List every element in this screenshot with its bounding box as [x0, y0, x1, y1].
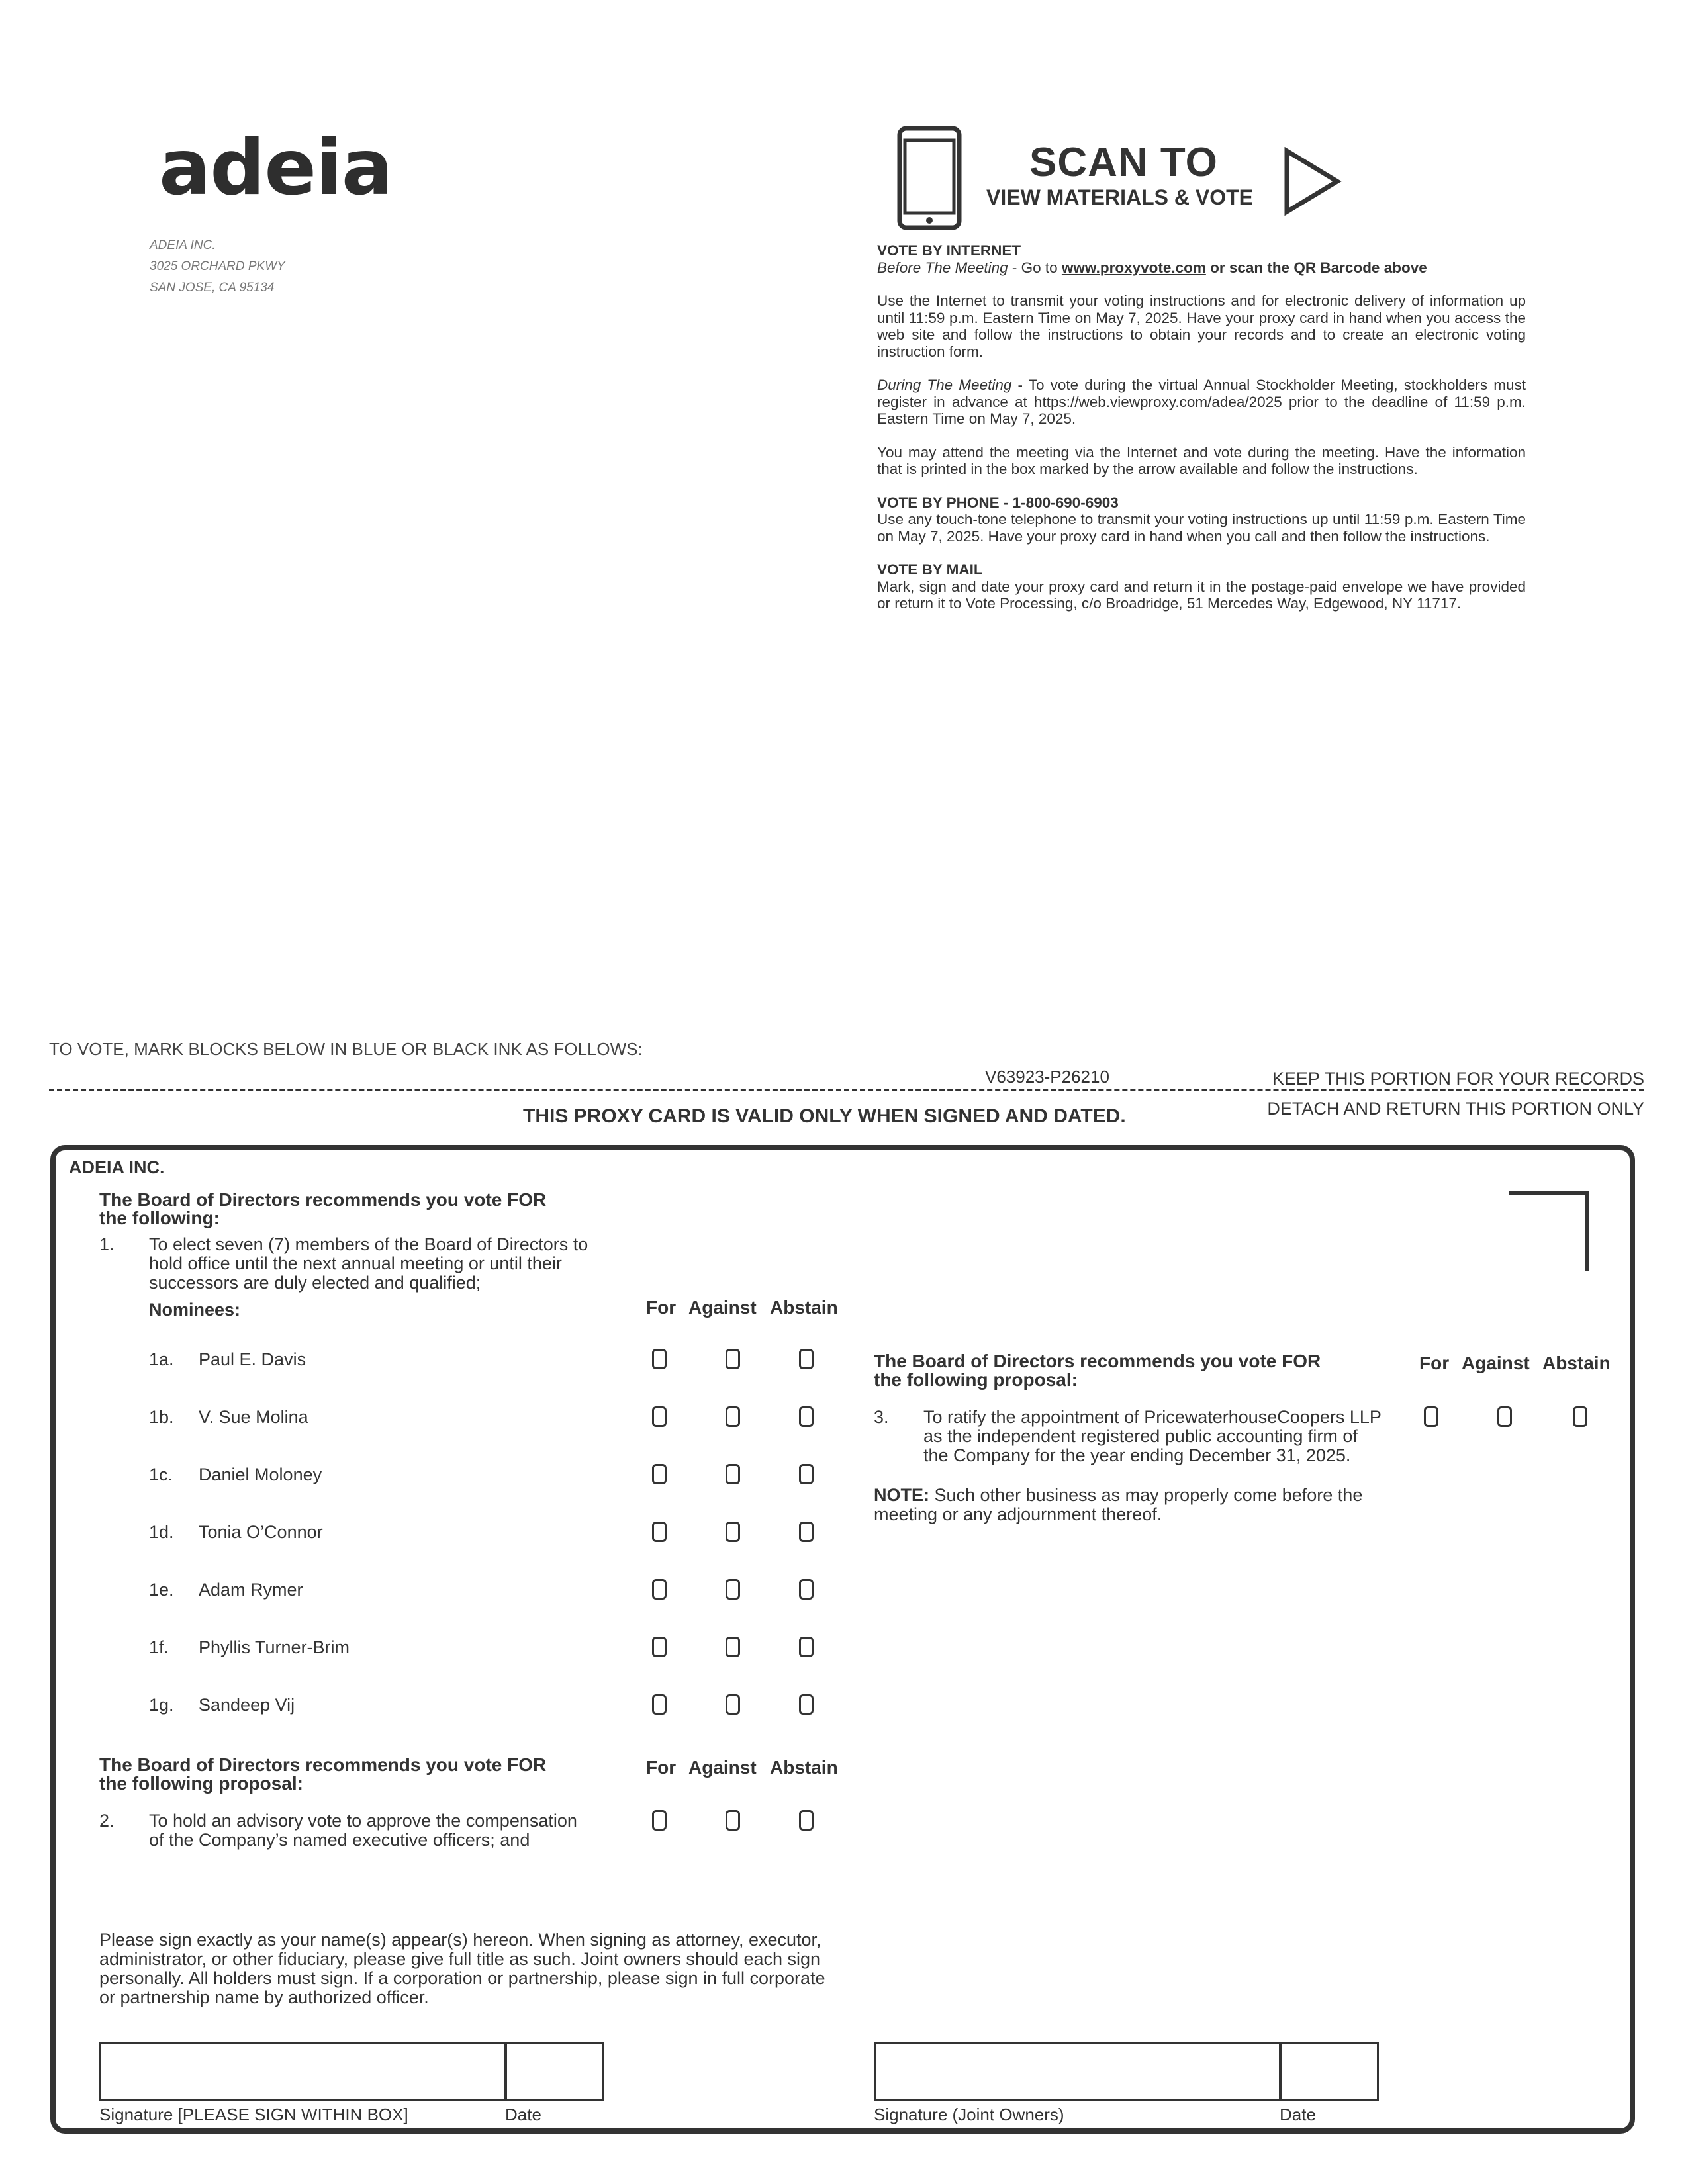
item2-line: of the Company’s named executive officers; and — [149, 1830, 530, 1850]
note-line: meeting or any adjournment thereof. — [874, 1504, 1162, 1524]
col-header-against: Against — [688, 1297, 757, 1318]
before-meeting-tail: or scan the QR Barcode above — [1205, 259, 1427, 276]
nominee-num: 1g. — [149, 1695, 174, 1715]
vote-mail-heading: VOTE BY MAIL — [877, 561, 983, 578]
nominee-name: Phyllis Turner-Brim — [199, 1637, 350, 1657]
during-meeting-paragraph — [877, 377, 1526, 428]
for-checkbox[interactable] — [652, 1349, 667, 1369]
nominees-label: Nominees: — [149, 1300, 241, 1320]
vote-phone-text: Use any touch-tone telephone to transmit your voting instructions up until 11:59 p.m. Eastern Time on May 7, 2025. Have your proxy card in hand when you call and then follow the instructions. — [877, 511, 1526, 545]
scan-subtitle: VIEW MATERIALS & VOTE — [986, 185, 1253, 209]
for-checkbox[interactable] — [652, 1637, 667, 1657]
nominee-name: Sandeep Vij — [199, 1695, 295, 1715]
during-meeting-label: During The Meeting — [877, 377, 1012, 393]
before-meeting-text: - Go to — [1008, 259, 1062, 276]
joint-signature-box[interactable] — [874, 2042, 1281, 2101]
against-checkbox[interactable] — [726, 1694, 740, 1715]
nominee-row — [0, 1350, 861, 1377]
rec1-line2: the following: — [99, 1208, 220, 1228]
col-header-for: For — [1419, 1353, 1450, 1373]
abstain-checkbox[interactable] — [1573, 1406, 1587, 1427]
item2-line: To hold an advisory vote to approve the compensation — [149, 1811, 577, 1831]
proxyvote-link[interactable]: www.proxyvote.com — [1061, 259, 1206, 276]
play-arrow-icon — [1283, 147, 1342, 216]
col-header-against: Against — [688, 1757, 757, 1778]
rec2-line1: The Board of Directors recommends you vote FOR — [99, 1754, 547, 1775]
nominee-name: V. Sue Molina — [199, 1407, 308, 1427]
address-line: SAN JOSE, CA 95134 — [150, 281, 275, 295]
for-checkbox[interactable] — [652, 1406, 667, 1427]
nominee-name: Daniel Moloney — [199, 1465, 322, 1484]
nominee-num: 1e. — [149, 1580, 174, 1600]
nominee-name: Tonia O’Connor — [199, 1522, 323, 1542]
abstain-checkbox[interactable] — [799, 1810, 814, 1831]
vote-internet-heading: VOTE BY INTERNET — [877, 242, 1021, 259]
against-checkbox[interactable] — [1497, 1406, 1512, 1427]
item1-line: To elect seven (7) members of the Board of Directors to — [149, 1234, 588, 1254]
reference-code: V63923-P26210 — [985, 1067, 1109, 1087]
address-line: 3025 ORCHARD PKWY — [150, 259, 285, 273]
abstain-checkbox[interactable] — [799, 1637, 814, 1657]
against-checkbox[interactable] — [726, 1522, 740, 1542]
date-box[interactable] — [505, 2042, 604, 2101]
item1-text — [149, 1235, 588, 1293]
abstain-checkbox[interactable] — [799, 1406, 814, 1427]
against-checkbox[interactable] — [726, 1579, 740, 1600]
signature-label: Signature [PLEASE SIGN WITHIN BOX] — [99, 2105, 408, 2124]
internet-paragraph: Use the Internet to transmit your voting instructions and for electronic delivery of information up until 11:59 p.m. Eastern Time on May 7, 2025. Have your proxy card in hand when you access the web site and follow the instructions to obtain your records and to create an electronic voting instruction form. — [877, 293, 1526, 360]
sign-instructions — [99, 1931, 825, 2007]
mark-instructions: TO VOTE, MARK BLOCKS BELOW IN BLUE OR BLACK INK AS FOLLOWS: — [49, 1039, 643, 1059]
item3-line: as the independent registered public accounting firm of — [923, 1426, 1358, 1446]
col-header-abstain: Abstain — [1542, 1353, 1611, 1373]
item1-num: 1. — [99, 1234, 115, 1254]
keep-portion-label: KEEP THIS PORTION FOR YOUR RECORDS — [1272, 1069, 1644, 1089]
nominee-row — [0, 1465, 861, 1492]
address-line: ADEIA INC. — [150, 238, 216, 252]
col-header-against: Against — [1462, 1353, 1530, 1373]
for-checkbox[interactable] — [652, 1810, 667, 1831]
for-checkbox[interactable] — [652, 1464, 667, 1484]
against-checkbox[interactable] — [726, 1406, 740, 1427]
for-checkbox[interactable] — [1424, 1406, 1438, 1427]
smartphone-icon — [897, 126, 963, 232]
item3-line: To ratify the appointment of PricewaterhouseCoopers LLP — [923, 1407, 1382, 1427]
abstain-checkbox[interactable] — [799, 1579, 814, 1600]
item2-num: 2. — [99, 1811, 115, 1831]
note-line — [874, 1486, 1362, 1505]
joint-date-label: Date — [1280, 2105, 1316, 2124]
item2-text — [149, 1811, 577, 1850]
note-label: NOTE: — [874, 1485, 929, 1505]
card-company: ADEIA INC. — [69, 1158, 165, 1177]
note-text: Such other business as may properly come before the — [929, 1485, 1363, 1505]
nominee-row — [0, 1638, 861, 1664]
sign-instructions-line: Please sign exactly as your name(s) appear(s) hereon. When signing as attorney, executor, — [99, 1930, 821, 1950]
for-checkbox[interactable] — [652, 1694, 667, 1715]
nominee-num: 1d. — [149, 1522, 174, 1542]
rec1-line1: The Board of Directors recommends you vote FOR — [99, 1189, 547, 1210]
nominee-num: 1f. — [149, 1637, 169, 1657]
nominee-name: Paul E. Davis — [199, 1349, 306, 1369]
nominee-row — [0, 1580, 861, 1607]
nominee-name: Adam Rymer — [199, 1580, 303, 1600]
date-label: Date — [505, 2105, 541, 2124]
during-meeting-text: - To vote during the virtual Annual Stockholder Meeting, stockholders must register in advance at https://web.viewproxy.com/adea/2025 prior to the deadline of 11:59 p.m. Eastern Time on May 7, 2025. — [877, 377, 1526, 427]
company-address — [150, 235, 285, 298]
attend-paragraph: You may attend the meeting via the Internet and vote during the meeting. Have the information that is printed in the box marked by the arrow available and follow the instructions. — [877, 443, 1526, 477]
for-checkbox[interactable] — [652, 1579, 667, 1600]
validity-notice: THIS PROXY CARD IS VALID ONLY WHEN SIGNED AND DATED. — [523, 1105, 1126, 1127]
abstain-checkbox[interactable] — [799, 1522, 814, 1542]
col-header-for: For — [646, 1757, 677, 1778]
before-meeting-label: Before The Meeting — [877, 259, 1008, 276]
sign-instructions-line: or partnership name by authorized officer. — [99, 1987, 429, 2007]
nominee-num: 1a. — [149, 1349, 174, 1369]
nominee-row — [0, 1523, 861, 1549]
scan-title: SCAN TO — [1029, 140, 1218, 185]
joint-date-box[interactable] — [1280, 2042, 1379, 2101]
rec3-line2: the following proposal: — [874, 1369, 1078, 1390]
vote-phone-heading: VOTE BY PHONE - 1-800-690-6903 — [877, 494, 1119, 511]
detach-portion-label: DETACH AND RETURN THIS PORTION ONLY — [1267, 1099, 1644, 1118]
col-header-for: For — [646, 1297, 677, 1318]
corner-mark — [1509, 1191, 1589, 1271]
item1-line: successors are duly elected and qualified; — [149, 1273, 481, 1293]
against-checkbox[interactable] — [726, 1810, 740, 1831]
item3-line: the Company for the year ending December 31, 2025. — [923, 1445, 1351, 1465]
item3-text — [923, 1408, 1382, 1465]
vote-mail-text: Mark, sign and date your proxy card and return it in the postage-paid envelope we have provided or return it to Vote Processing, c/o Broadridge, 51 Mercedes Way, Edgewood, NY 11717. — [877, 578, 1526, 612]
abstain-checkbox[interactable] — [799, 1694, 814, 1715]
nominee-row — [0, 1408, 861, 1434]
item1-line: hold office until the next annual meeting or until their — [149, 1253, 562, 1273]
company-logo: adeia — [159, 123, 393, 212]
abstain-checkbox[interactable] — [799, 1464, 814, 1484]
sign-instructions-line: administrator, or other fiduciary, please give full title as such. Joint owners should each sign — [99, 1949, 821, 1969]
nominee-num: 1c. — [149, 1465, 173, 1484]
joint-signature-label: Signature (Joint Owners) — [874, 2105, 1064, 2124]
abstain-checkbox[interactable] — [799, 1349, 814, 1369]
against-checkbox[interactable] — [726, 1464, 740, 1484]
sign-instructions-line: personally. All holders must sign. If a corporation or partnership, please sign in full corporate — [99, 1968, 825, 1988]
rec3-line1: The Board of Directors recommends you vote FOR — [874, 1351, 1321, 1371]
voting-instructions — [877, 242, 1526, 629]
for-checkbox[interactable] — [652, 1522, 667, 1542]
signature-box[interactable] — [99, 2042, 506, 2101]
nominee-num: 1b. — [149, 1407, 174, 1427]
item3-num: 3. — [874, 1407, 889, 1427]
against-checkbox[interactable] — [726, 1637, 740, 1657]
rec2-line2: the following proposal: — [99, 1773, 303, 1794]
note — [874, 1486, 1362, 1524]
nominee-row — [0, 1696, 861, 1722]
col-header-abstain: Abstain — [770, 1297, 838, 1318]
against-checkbox[interactable] — [726, 1349, 740, 1369]
col-header-abstain: Abstain — [770, 1757, 838, 1778]
